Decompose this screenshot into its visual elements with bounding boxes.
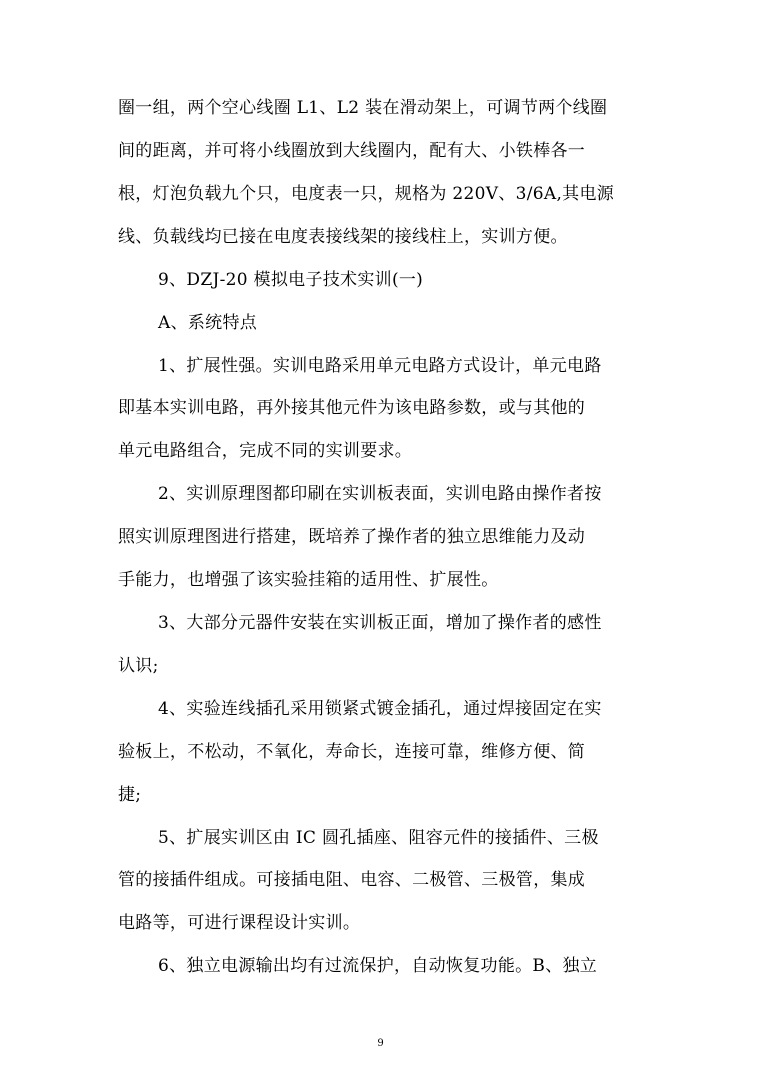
text-line: 验板上，不松动，不氧化，寿命长，连接可靠，维修方便、简 <box>118 742 586 762</box>
subsection-heading: A、系统特点 <box>158 313 258 333</box>
text-line: 间的距离，并可将小线圈放到大线圈内，配有大、小铁棒各一 <box>118 141 586 161</box>
page-number: 9 <box>377 1038 384 1049</box>
text-line: 电路等，可进行课程设计实训。 <box>118 913 361 933</box>
text-line: 照实训原理图进行搭建，既培养了操作者的独立思维能力及动 <box>118 527 586 547</box>
text-line: 4、实验连线插孔采用锁紧式镀金插孔，通过焊接固定在实 <box>158 699 602 719</box>
text-line: 2、实训原理图都印刷在实训板表面，实训电路由操作者按 <box>158 484 602 504</box>
section-heading: 9、DZJ-20 模拟电子技术实训(一) <box>158 270 424 290</box>
text-line: 3、大部分元器件安装在实训板正面，增加了操作者的感性 <box>158 613 602 633</box>
text-line: 5、扩展实训区由 IC 圆孔插座、阻容元件的接插件、三极 <box>158 828 599 848</box>
text-line: 6、独立电源输出均有过流保护，自动恢复功能。B、独立 <box>158 956 598 976</box>
text-line: 认识; <box>118 656 159 676</box>
text-line: 单元电路组合，完成不同的实训要求。 <box>118 441 413 461</box>
text-line: 即基本实训电路，再外接其他元件为该电路参数，或与其他的 <box>118 398 586 418</box>
text-line: 手能力，也增强了该实验挂箱的适用性、扩展性。 <box>118 570 499 590</box>
text-line: 捷; <box>118 785 142 805</box>
text-line: 圈一组，两个空心线圈 L1、L2 装在滑动架上，可调节两个线圈 <box>118 98 608 118</box>
text-line: 1、扩展性强。实训电路采用单元电路方式设计，单元电路 <box>158 356 602 376</box>
text-line: 根，灯泡负载九个只，电度表一只，规格为 220V、3/6A,其电源 <box>118 184 615 204</box>
text-line: 管的接插件组成。可接插电阻、电容、二极管、三极管，集成 <box>118 870 586 890</box>
text-line: 线、负载线均已接在电度表接线架的接线柱上，实训方便。 <box>118 227 568 247</box>
